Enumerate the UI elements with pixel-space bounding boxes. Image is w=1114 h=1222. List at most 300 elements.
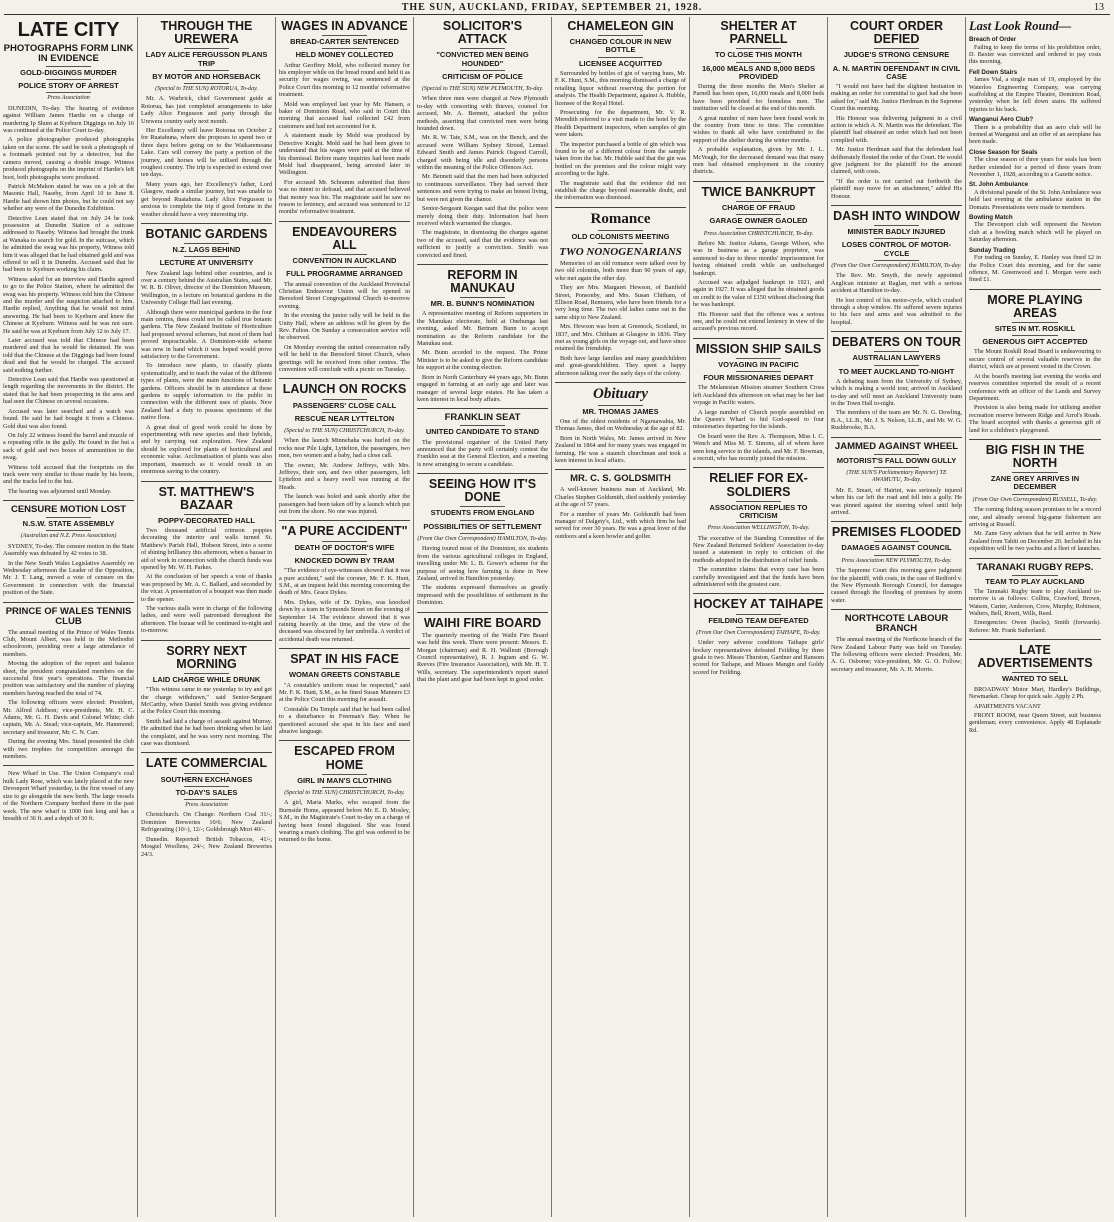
sub-rule (1012, 472, 1058, 473)
paragraph: The students expressed themselves as greatly impressed with the possibilities of settlement in the Dominion. (417, 584, 548, 607)
masthead-title: THE SUN, AUCKLAND, FRIDAY, SEPTEMBER 21, 1928. (401, 1, 703, 13)
paragraph: SYDNEY, To-day. The censure motion in the State Assembly was defeated by 42 votes to 38. (3, 542, 134, 558)
article (831, 210, 962, 326)
headline: MISSION SHIP SAILS (695, 341, 822, 356)
sub-rule (322, 787, 368, 788)
subheading: RESCUE NEAR LYTTELTON (294, 413, 395, 423)
dateline: (Special to THE SUN) ROTORUA, To-day. (155, 86, 258, 92)
article-rule (831, 521, 962, 522)
paragraph: Smith had laid a charge of assault against Murray. He admitted that he had been drinking when he laid the complaint, and he was sorry next morning. The case was dismissed. (141, 717, 272, 748)
subheading: UNITED CANDIDATE TO STAND (425, 427, 540, 437)
paragraph: Both have large families and many grandchildren and great-grandchildren. They spent a happy afternoon talking over the early days of the colony. (555, 354, 686, 377)
sub-rule (598, 35, 644, 36)
sub-rule (184, 256, 230, 257)
sub-rule (736, 358, 782, 359)
paragraph: A great number of men have been found work in the country from time to time. The committee wishes to thank all who have contributed to the support of the shelter during the winter months. (693, 114, 824, 144)
paragraph: Having toured most of the Dominion, six students from the various agricultural colleges in England, travelling under Mr. L. B. Gower's scheme for the purpose of seeing how farming is done in New Zealand, arrived in Hamilton yesterday. (417, 545, 548, 582)
subheading: AUSTRALIAN LAWYERS (852, 353, 941, 363)
dateline: (Special to THE SUN) CHRISTCHURCH, To-day. (284, 428, 405, 434)
sub-rule (874, 555, 920, 556)
subheading: N.S.W. STATE ASSEMBLY (22, 519, 115, 529)
sub-rule (322, 254, 368, 255)
headline: Last Look Round— (969, 19, 1072, 33)
paragraph: The Rev. Mr. Smyth, the newly appointed Anglican minister at Raglan, met with a serious accident at Hamilton to-day. (831, 272, 962, 295)
paragraph: The launch was holed and sank shortly after the passengers had been taken off by a launch which put out from the shore. No one was injured. (279, 493, 410, 516)
headline: LATE ADVERTISEMENTS (977, 643, 1093, 671)
paragraph: The Taranaki Rugby team to play Auckland to-morrow is as follows: Collins, Crawford, Brown, Watson, Carter, Anderson, Crow, Murphy, Robinson, Walters, Bell, Rivett, Wills, Reed. (969, 587, 1101, 617)
subheading: KNOCKED DOWN BY TRAM (294, 555, 395, 565)
article-rule (831, 205, 962, 206)
paragraph: Two thousand artificial crimson poppies decorating the interior and walls turned St. Matthew's Parish Hall, Hobson Street, into a scene of shining brilliancy this afternoon, when a bazaar in aid of work in connection with the church funds was opened by Mr. W. H. Parkes. (141, 527, 272, 572)
headline: Obituary (592, 385, 648, 402)
headline: LATE COMMERCIAL (145, 756, 268, 771)
column-7 (827, 17, 965, 1217)
sub-rule (1012, 335, 1058, 336)
paragraph: The executive of the Standing Committee of the New Zealand Returned Soldiers' Association to-day issued a statement in reply to criticism of the methods adopted in the distribution of relief funds. (693, 534, 824, 564)
paragraph: A girl, Maria Marks, who escaped from the Burnside Home, appeared before Mr. E. D. Mosley, S.M., in the Magistrate's Court to-day on a charge of having been found disguised. She was found wearing a man's clothing. The girl was ordered to be returned to the home. (279, 799, 410, 844)
article (969, 644, 1101, 734)
subheading: OLD COLONISTS MEETING (571, 231, 670, 241)
paragraph: Before Mr. Justice Adams, George Wilson, who was in business as a garage proprietor, was sentenced to-day to three months' imprisonment for having obtained credit while an undischarged bankrupt. (693, 239, 824, 277)
headline: MR. C. S. GOLDSMITH (570, 473, 671, 485)
paragraph: One of the oldest residents of Ngaruawahia, Mr. Thomas James, died on Wednesday at the age of 82. (555, 417, 686, 433)
paragraph: Witness told accused that the footprints on the track were very similar to those made by his boots, and the tracks led to the hut. (3, 463, 134, 486)
paragraph: The provisional organiser of the United Party announced that the party will certainly contest the Franklin seat at the General Election, and a meeting is now arranging to secure a candidate. (417, 438, 548, 468)
article-rule (693, 593, 824, 594)
article-rule (279, 221, 410, 222)
article-rule (831, 331, 962, 332)
subheading: N.Z. LAGS BEHIND (172, 245, 241, 255)
subheading: FEILDING TEAM DEFEATED (708, 615, 809, 625)
article-rule (693, 181, 824, 182)
article-rule (141, 752, 272, 753)
article (279, 383, 410, 515)
leadlet-text: Failing to keep the terms of his prohibition order, D. Baxter was convicted and ordered to pay costs this morning. (969, 43, 1101, 66)
sub-rule (322, 774, 368, 775)
paragraph: Born in North Canterbury 44 years ago, Mr. Bunn engaged in farming at an early age and later was manager of several large estates. He has taken a keen interest in local body affairs. (417, 373, 548, 403)
article (555, 387, 686, 464)
paragraph: Surrounded by bottles of gin of varying hues, Mr. F. K. Hunt, S.M., this morning dismissed a charge of retailing liquor without reserving the portion for analysis. The Health Department, against A. Hubble, licensee of the Royal Hotel. (555, 69, 686, 107)
headline: LATE CITY (17, 19, 120, 41)
subheading: POPPY-DECORATED HALL (158, 515, 255, 525)
sub-rule (460, 425, 506, 426)
paragraph: His Honour said that the offence was a serious one, and he could not extend leniency in view of the accused's previous record. (693, 310, 824, 333)
sub-rule (460, 83, 506, 84)
headline: DASH INTO WINDOW (833, 209, 960, 224)
article (3, 770, 134, 822)
paragraph: A well-known business man of Auckland, Mr. Charles Stephen Goldsmith, died suddenly yesterday at the age of 57 years. (555, 486, 686, 509)
sub-rule (736, 62, 782, 63)
paragraph: DUNEDIN, To-day. The hearing of evidence against William James Hardie on a charge of murdering Ip Shum at Kyeburn Diggings on July 16 was continued at the Police Court to-day. (3, 104, 134, 135)
headline: BOTANIC GARDENS (145, 226, 268, 241)
subheading: TWO NONOGENARIANS (559, 245, 682, 258)
article-rule (969, 439, 1101, 440)
paragraph: Provision is also being made for utilising another recreation reserve between Ridge and Arrol's Roads. The board accepted with thanks a generous gift of land for a children's playground. (969, 404, 1101, 434)
leadlet-text: There is a probability that an aero club will be formed at Wanganui and an offer of an aeroplane has been made. (969, 123, 1101, 146)
dateline: (Special to THE SUN) NEW PLYMOUTH, To-day. (421, 86, 544, 92)
paragraph: Mr. Bunn acceded to the request. The Prime Minister is to be asked to give the Reform candidate his support at the coming election. (417, 349, 548, 372)
article (141, 645, 272, 748)
paragraph: Mr. Zane Grey advises that he will arrive in New Zealand from Tahiti on December 20. Included in his expedition will be two yachts and a fleet of launches. (969, 530, 1101, 553)
sub-rule (460, 297, 506, 298)
sub-rule (322, 399, 368, 400)
sub-rule (736, 371, 782, 372)
sub-rule (736, 627, 782, 628)
subheading: SOUTHERN EXCHANGES (160, 774, 253, 784)
paragraph: Her Excellency will leave Rotorua on October 2 for Ruatahuna, where she proposes to spend two or three days before going on to the Waikaremoana Lake. Cars will convey the party a portion of the journey, and horses will be utilised through the roughest country. The trip is expected to extend over ten days. (141, 127, 272, 179)
subheading: GARAGE OWNER GAOLED (709, 216, 808, 226)
paragraph: A great deal of good work could be done by experimenting with new species and their hybrids, and by carrying out exploration. New Zealand should be explored for plants of horticultural and economic value. Acclimatisation of plants was also important, inasmuch as it would result in an enormous saving to the country. (141, 423, 272, 476)
paragraph: The magistrate said that the evidence did not establish the charge beyond reasonable doubt, and the information was dismissed. (555, 179, 686, 202)
subheading: GENEROUS GIFT ACCEPTED (982, 337, 1088, 347)
dateline: Press Association WELLINGTON, To-day. (707, 525, 810, 532)
paragraph: Later accused was told that Chinese had been murdered and that he would be detained. He was told that the Chinese at the Diggings had been found dead and that he would be charged. The accused said nothing further. (3, 337, 134, 374)
paragraph: Witness asked for an interview and Hardie agreed to go to the Police Station, where he admitted the swag was his property. Witness told him the Chinese and the murder and the suspicion attached to him. Hardie replied, Anything that he would not mind answering. He had been to Kyeburn and knew the Chinese at Kyeburn. Witness said he was not sure. He said he was at Kyeburn from July 12 to July 17. (3, 275, 134, 335)
sub-rule (736, 201, 782, 202)
paragraph: The annual convention of the Auckland Provincial Christian Endeavour Union will be opened in Beresford Street Congregational Church to-morrow evening. (279, 280, 410, 310)
subheading: MINISTER BADLY INJURED (847, 227, 946, 237)
paragraph: A police photographer produced photographs taken on the scene. He said he took a photograph of a footmark pointed out by a detective, but the camera moved, causing a double image. Witness produced photographs on the imprint of Hardie's left boot, both photographs were produced. (3, 136, 134, 181)
sub-rule (460, 48, 506, 49)
sub-rule (322, 267, 368, 268)
subheading: PASSENGERS' CLOSE CALL (292, 400, 397, 410)
sub-rule (874, 225, 920, 226)
headline: COURT ORDER DEFIED (849, 19, 944, 47)
paragraph: Accused was adjudged bankrupt in 1921, and again in 1927. It was alleged that he obtained goods on credit to the value of £150 without disclosing that he was bankrupt. (693, 278, 824, 309)
paragraph: Memories of an old romance were talked over by two old colonists, both more than 90 years of age, who met again the other day. (555, 259, 686, 282)
sub-rule (598, 230, 644, 231)
column-3 (275, 17, 413, 1217)
sub-rule (736, 522, 782, 523)
subheading: FOUR MISSIONARIES DEPART (703, 373, 814, 383)
subheading: MOTORIST'S FALL DOWN GULLY (836, 455, 957, 465)
article (969, 563, 1101, 635)
paragraph: Dunedin. Reported: British Tobaccos, 41/-; Mosgiel Woollens, 24/-; New Zealand Breweries 24/3. (141, 835, 272, 858)
paragraph: Although there were municipal gardens in the four main centres, these could not be called true botanic gardens. The New Zealand Institute of Horticulture had proposed several schemes, but most of them had proved impracticable. A Dominion-wide scheme was now in hand which it was hoped would prove satisfactory to the Government. (141, 308, 272, 360)
paragraph: Mr. A. Warbrick, chief Government guide at Rotorua, has just completed arrangements to take Lady Alice Fergusson and party through the Urewera country early next month. (141, 95, 272, 125)
article (693, 598, 824, 676)
article (3, 607, 134, 761)
article (279, 745, 410, 843)
article-rule (417, 408, 548, 409)
sub-rule (1012, 322, 1058, 323)
article-rule (969, 289, 1101, 290)
subheading: VOYAGING IN PACIFIC (718, 359, 799, 369)
dateline: (From Our Own Correspondent) HAMILTON, To-day. (417, 535, 548, 542)
leadlet-text: A divisional parade of the St. John Ambulance was held last evening at the ambulance station in the Domain. Presentations were made to members. (969, 188, 1101, 211)
sub-rule (184, 70, 230, 71)
article (417, 269, 548, 403)
sub-rule (46, 530, 92, 531)
article (279, 525, 410, 643)
leadlet-text: For trading on Sunday, E. Hanley was fined £2 in the Police Court this morning, and for the same offence, M. Greenwood and I. Morgan were each fined £1. (969, 254, 1101, 284)
paragraph: Prosecuting for the department, Mr. V. R. Meredith referred to a visit made to the hotel by the Health Department inspectors, when samples of gin were taken. (555, 108, 686, 139)
sub-rule (598, 57, 644, 58)
paragraph: "If the order is not carried out forthwith the plaintiff may move for an attachment," added His Honour. (831, 177, 962, 200)
dateline: (Australian and N.Z. Press Association) (20, 533, 117, 540)
sub-rule (322, 412, 368, 413)
paragraph: Senior-Sergeant Keegan said that the police were merely doing their duty. Information had been received which warranted the charges. (417, 205, 548, 227)
leadlet-title: Close Season for Seals (969, 148, 1038, 156)
column-6 (689, 17, 827, 1217)
headline: LAUNCH ON ROCKS (282, 382, 407, 397)
article (831, 20, 962, 200)
article-rule (417, 612, 548, 613)
paragraph: The Supreme Court this morning gave judgment for the plaintiff, with costs, in the case of Redford v. the New Plymouth Borough Council, for damages caused through the flooding of premises by storm water. (831, 567, 962, 604)
article-rule (279, 648, 410, 649)
headline: BIG FISH IN THE NORTH (985, 442, 1085, 471)
paragraph: Many years ago, her Excellency's father, Lord Glasgow, made a similar journey, but was unable to get beyond Ruatahuna. Lady Alice Fergusson is anxious to complete the trip if good fortune in the weather should have a very interesting trip. (141, 180, 272, 218)
leadlet-text: James Vial, a single man of 19, employed by the Waterloo Engineering Company, was carrying scaffolding at the Empire Theatre, Dominion Road, yesterday when he fell down stairs. He suffered injuries to his back. (969, 76, 1101, 113)
headline: SHELTER AT PARNELL (720, 19, 797, 47)
subheading: WANTED TO SELL (1001, 674, 1069, 684)
sub-rule (322, 425, 368, 426)
paragraph: Under very adverse conditions Taihape girls' hockey representatives defeated Feilding by three goals to two. Misses Thurston, Gardner and Ransom scored for Taihape, and Misses Mangin and Goldy scored for Feilding. (693, 639, 824, 676)
subheading: ZANE GREY ARRIVES IN DECEMBER (990, 474, 1080, 492)
paragraph: In the New South Wales Legislative Assembly on Wednesday afternoon the Leader of the Opposition, Mr. J. T. Lang, moved a vote of censure on the Government in connection with the financial position of the State. (3, 559, 134, 597)
article-rule (417, 473, 548, 474)
paragraph: In the evening the junior rally will be held in the Unity Hall, where an address will be given by the Rev. Fulton. On Sunday a consecration service will be observed. (279, 312, 410, 342)
headline: WAGES IN ADVANCE (281, 19, 408, 33)
subheading: CHANGED COLOUR IN NEW BOTTLE (569, 37, 672, 55)
paragraph: BROADWAY Motor Mart, Hardley's Buildings, Newmarket. Cheap for quick sale. Apply 2 Ph. (969, 685, 1101, 701)
paragraph: Christchurch. On Change: Northern Coal 31/-; Dominion Breweries 10/6; New Zealand Refrigerating (10/-), 12/-; Goldsbrough Mort 40/-. (141, 811, 272, 834)
paragraph: "The evidence of eye-witnesses showed that it was a pure accident," said the coroner, Mr. F. K. Hunt, S.M., at an inquest held this morning concerning the death of Mrs. Grace Dykes. (279, 567, 410, 597)
subheading: POLICE STORY OF ARREST (18, 81, 119, 91)
article-rule (417, 264, 548, 265)
column-5 (551, 17, 689, 1217)
article (417, 478, 548, 606)
paragraph: Mold was employed last year by Mr. Hansen, a baker of Dominion Road, who said in Court this morning that accused had collected £42 from customers and had not accounted for it. (279, 100, 410, 130)
paragraph: On July 22 witness found the barrel and muzzle of a repeating rifle in the gully. He found in the hut a sack of gold and two boxes of ammunition in the swag. (3, 431, 134, 462)
headline: WAIHI FIRE BOARD (423, 615, 542, 630)
article (417, 413, 548, 468)
paragraph: The inspector purchased a bottle of gin which was found to be of a different colour from the sample taken from the bar. Mr. Hubble said that the gin was bottled on the premises and the colour might vary according to the light. (555, 140, 686, 178)
paragraph: Mr. E. Smart, of Hairini, was seriously injured when his car left the road and fell into a gully. He was pinned against the steering wheel until help arrived. (831, 486, 962, 516)
paragraph: On Monday evening the united consecration rally will be held in the Beresford Street Church, when greetings will be received from other centres. The convention will conclude with a picnic on Tuesday. (279, 343, 410, 373)
paragraph: Born in North Wales, Mr. James arrived in New Zealand in 1864 and for many years was engaged in farming. He was a staunch churchman and took a keen interest in local affairs. (555, 434, 686, 464)
article (693, 20, 824, 176)
sub-rule (1012, 672, 1058, 673)
article (693, 343, 824, 463)
sub-rule (736, 214, 782, 215)
paragraph: Moving the adoption of the report and balance sheet, the president congratulated members on the successful first year's operations. The financial position was satisfactory and the number of playing members having reached the total of 74. (3, 660, 134, 697)
headline-deck: PHOTOGRAPHS FORM LINK IN EVIDENCE (3, 43, 134, 64)
subheading: A. N. MARTIN DEFENDANT IN CIVIL CASE (832, 63, 961, 81)
paragraph: The Mount Roskill Road Board is endeavouring to secure control of several valuable reserves in the district, which are at present vested in the Crown. (969, 348, 1101, 371)
paragraph: They are Mrs. Margaret Hewson, of Banfield Street, Ponsonby, and Mrs. Susan Chitham, of Ellison Road, Remuera, who have been friends for a very long time. The two old ladies came out in the same ship to New Zealand. (555, 284, 686, 321)
column-4 (413, 17, 551, 1217)
sub-rule (460, 520, 506, 521)
headline: TARANAKI RUGBY REPS. (976, 561, 1094, 573)
headline: REFORM IN MANUKAU (447, 267, 518, 296)
sub-rule (184, 786, 230, 787)
subheading: HELD MONEY COLLECTED (295, 50, 394, 60)
subheading: FULL PROGRAMME ARRANGED (286, 269, 403, 279)
subheading: ASSOCIATION REPLIES TO CRITICISM (709, 502, 808, 520)
article-rule (3, 602, 134, 603)
article (969, 444, 1101, 553)
article (831, 442, 962, 517)
subheading: TO CLOSE THIS MONTH (715, 50, 802, 60)
sub-rule (184, 48, 230, 49)
article (693, 186, 824, 333)
paragraph: At the board's meeting last evening the works and reserves committee reported the result of a recent conference with an officer of the Lands and Survey Department. (969, 372, 1101, 402)
subheading: TO-DAY'S SALES (175, 787, 238, 797)
subheading: TEAM TO PLAY AUCKLAND (985, 576, 1085, 586)
paragraph: A statement made by Mold was produced by Detective Knight. Mold said he had been given to understand that his wages were paid at the time of his dismissal. Before many inquiries had been made Mold had disappeared, being arrested later in Wellington. (279, 132, 410, 177)
subheading: MR. B. BUNN'S NOMINATION (430, 299, 535, 309)
leadlet-title: Sunday Trading (969, 246, 1016, 254)
article-rule (555, 469, 686, 470)
sub-rule (460, 70, 506, 71)
sub-rule (874, 48, 920, 49)
paragraph: Mrs. Dykes, wife of Dr. Dykes, was knocked down by a tram in Symonds Street on the evening of September 14. The evidence showed that it was raining heavily at the time, and the view of the deceased was obscured by her umbrella. A verdict of accidental death was returned. (279, 598, 410, 643)
leadlet-text: The Devonport club will represent the Newton club at a bowling match which will be played on Saturday afternoon. (969, 221, 1101, 244)
article (279, 226, 410, 374)
sub-rule (46, 79, 92, 80)
article (141, 757, 272, 857)
headline: ESCAPED FROM HOME (294, 744, 395, 772)
paragraph: To introduce new plants, to classify plants systematically, and to teach the value of the different types of plants, were the main functions of botanic gardens. Officers should be in attendance at these gardens to supply information to the public in connection with the different uses of plants. New Zealand had a duty to possess specimens of the native flora. (141, 362, 272, 422)
article (141, 20, 272, 218)
sub-rule (46, 66, 92, 67)
sub-rule (184, 673, 230, 674)
subheading: 16,000 MEALS AND 8,000 BEDS PROVIDED (701, 63, 816, 81)
headline: ST. MATTHEW'S BAZAAR (158, 484, 255, 512)
paragraph: A representative meeting of Reform supporters in the Manukau electorate, held at Onehunga last evening, asked Mr. Bertram Bunn to accept nomination as the Reform candidate for the Manukau seat. (417, 310, 548, 348)
sub-rule (874, 365, 920, 366)
paragraph: New Zealand lags behind other countries, and is over a century behind the Australian States, said Mr. W. R. B. Oliver, director of the Dominion Museum, Wellington, in a lecture on botanical gardens in the University College Hall last evening. (141, 269, 272, 307)
sub-rule (322, 48, 368, 49)
paragraph: When three men were charged at New Plymouth to-day with consorting with thieves, counsel for accused, Mr. A. Bennett, attacked the police methods, asserting that convicted men were being hounded down. (417, 95, 548, 133)
sub-rule (598, 243, 644, 244)
paragraph: When the launch Minnehaha was hurled on the rocks near Pile Light, Lyttelton, the passengers, two men, two women and a baby, had a close call. (279, 437, 410, 460)
subheading: SITES IN MT. ROSKILL (994, 323, 1076, 333)
leadlet-title: Wanganui Aero Club? (969, 116, 1034, 124)
subheading: BY MOTOR AND HORSEBACK (152, 71, 261, 81)
article-rule (141, 481, 272, 482)
headline: CHAMELEON GIN (567, 19, 674, 33)
subheading: CONVENTION IN AUCKLAND (292, 256, 397, 265)
article (969, 20, 1101, 284)
headline: "A PURE ACCIDENT" (281, 524, 408, 539)
masthead-rule (4, 14, 1110, 15)
article (831, 526, 962, 604)
sub-rule (874, 454, 920, 455)
headline: Romance (590, 210, 651, 227)
article-rule (3, 765, 134, 766)
sub-rule (736, 614, 782, 615)
article-rule (555, 382, 686, 383)
headline: SOLICITOR'S ATTACK (442, 19, 523, 47)
article (831, 336, 962, 431)
dateline: (THE SUN'S Parliamentary Reporter) TE AWAMUTU, To-day. (846, 469, 947, 484)
paragraph: Mrs. Hewson was born at Greenock, Scotland, in 1837, and Mrs. Chitham at Glasgow in 1836. They met as young girls on the voyage out, and have since retained the friendship. (555, 323, 686, 353)
article (279, 20, 410, 216)
headline: PRINCE OF WALES TENNIS CLUB (5, 605, 132, 627)
leadlet-title: St. John Ambulance (969, 181, 1029, 189)
sub-rule (322, 35, 368, 36)
headline: JAMMED AGAINST WHEEL (834, 440, 959, 452)
headline: RELIEF FOR EX-SOLDIERS (709, 471, 808, 499)
sub-rule (598, 405, 644, 406)
subheading: WOMAN GREETS CONSTABLE (288, 670, 401, 680)
sub-rule (460, 533, 506, 534)
subheading: MR. THOMAS JAMES (582, 406, 659, 416)
sub-rule (874, 260, 920, 261)
article (831, 614, 962, 673)
sub-rule (46, 92, 92, 93)
sub-rule (1012, 494, 1058, 495)
paragraph: A debating team from the University of Sydney, which is making a world tour, arrived in Auckland to-day and will meet an Auckland University team in the Town Hall to-night. (831, 377, 962, 408)
headline: MORE PLAYING AREAS (987, 292, 1083, 320)
dateline: (From Our Own Correspondent) RUSSELL, To-day. (972, 496, 1098, 503)
sub-rule (184, 83, 230, 84)
subheading: POSSIBILITIES OF SETTLEMENT (423, 521, 542, 531)
subheading: CHARGE OF FRAUD (721, 203, 796, 212)
dateline: Press Association CHRISTCHURCH, To-day. (703, 230, 814, 237)
sub-rule (874, 541, 920, 542)
subheading: CRITICISM OF POLICE (442, 71, 523, 81)
paragraph: A large number of Church people assembled on the Queen's Wharf to bid God-speed to four missionaries departing for the islands. (693, 408, 824, 431)
paragraph: Emergencies: Owen (backs), Smith (forwards). Referee: Mr. Frank Sutherland. (969, 619, 1101, 634)
sub-rule (46, 517, 92, 518)
paragraph: The annual meeting of the Prince of Wales Tennis Club, Mount Albert, was held in the Methodist schoolroom, presiding over a large attendance of members. (3, 628, 134, 658)
paragraph: His Honour was delivering judgment in a civil action in which A. N. Martin was the defendant. The plaintiff had obtained an order which had not been complied with. (831, 114, 962, 144)
sub-rule (1012, 575, 1058, 576)
subheading: STUDENTS FROM ENGLAND (430, 508, 535, 518)
sub-rule (874, 351, 920, 352)
paragraph: Constable Du Temple said that he had been called to a disturbance in Freeman's Bay. When he questioned accused she spat in his face and used abusive language. (279, 705, 410, 735)
leadlet-title: Breach of Order (969, 36, 1017, 44)
leadlet-title: Bowling Match (969, 214, 1013, 222)
paragraph: Patrick McMahon stated he was on a job at the Masonic Hall, Naseby, from April 10 to June 8. Hardie had shown him photos, but he could not say whether any were of the Dunedin Exhibition. (3, 182, 134, 213)
paragraph: Mr. Justice Herdman said that the defendant had deliberately flouted the order of the Court. He would give judgment for the plaintiff for the amount claimed, with costs. (831, 146, 962, 176)
paragraph: Mr. Bennett said that the men had been subjected to continuous surveillance. They had served their sentences and were trying to make an honest living, but were not given the chance. (417, 173, 548, 203)
sub-rule (736, 501, 782, 502)
paragraph: The owner, Mr. Andrew Jeffreys, with Mrs. Jeffreys, their son, and two other passengers, left Lyttelton and a heavy swell was running at the Heads. (279, 461, 410, 491)
headline: NORTHCOTE LABOUR BRANCH (844, 613, 949, 635)
paragraph: During the evening Mrs. Stead presented the club with two trophies for competition amongst the members. (3, 738, 134, 761)
page-number: 13 (1094, 1, 1104, 13)
headline: PREMISES FLOODED (831, 525, 962, 540)
article-rule (279, 378, 410, 379)
subheading: LICENSEE ACQUITTED (578, 58, 663, 68)
subheading: LOSES CONTROL OF MOTOR-CYCLE (841, 240, 952, 258)
headline: HOCKEY AT TAIHAPE (693, 597, 824, 612)
subheading: LECTURE AT UNIVERSITY (159, 258, 254, 268)
paragraph: The committee claims that every case has been carefully investigated and that the funds have been administered with the greatest care. (693, 566, 824, 589)
article-rule (693, 338, 824, 339)
sub-rule (322, 668, 368, 669)
sub-rule (184, 514, 230, 515)
article (693, 472, 824, 588)
paragraph: "This witness came to me yesterday to try and get the charge withdrawn," said Senior-Sergeant McCarthy, when Daniel Smith was giving evidence at the Police Court this morning. (141, 686, 272, 716)
subheading: GOLD-DIGGINGS MURDER (20, 67, 117, 77)
subheading: LAID CHARGE WHILE DRUNK (152, 674, 261, 684)
paragraph: "I would not have had the slightest hesitation in making an order for committal to gaol had she been asked for," said Mr. Justice Herdman in the Supreme Court this morning. (831, 83, 962, 113)
article (555, 20, 686, 202)
article (417, 617, 548, 684)
article-rule (3, 500, 134, 501)
article-rule (141, 223, 272, 224)
paragraph: Accused was later searched and a watch was found. He said he had bought it from a Chinese. Gold dust was also found. (3, 407, 134, 430)
paragraph: The hearing was adjourned until Monday. (8, 487, 112, 495)
paragraph: The various stalls were in charge of the following ladies, and were well patronised throughout the afternoon. The bazaar will be continued to-night and to-morrow. (141, 605, 272, 635)
headline: FRANKLIN SEAT (444, 412, 521, 424)
paragraph: The coming fishing season promises to be a record one, and already several big-game fishermen are arriving at Russell. (969, 506, 1101, 528)
